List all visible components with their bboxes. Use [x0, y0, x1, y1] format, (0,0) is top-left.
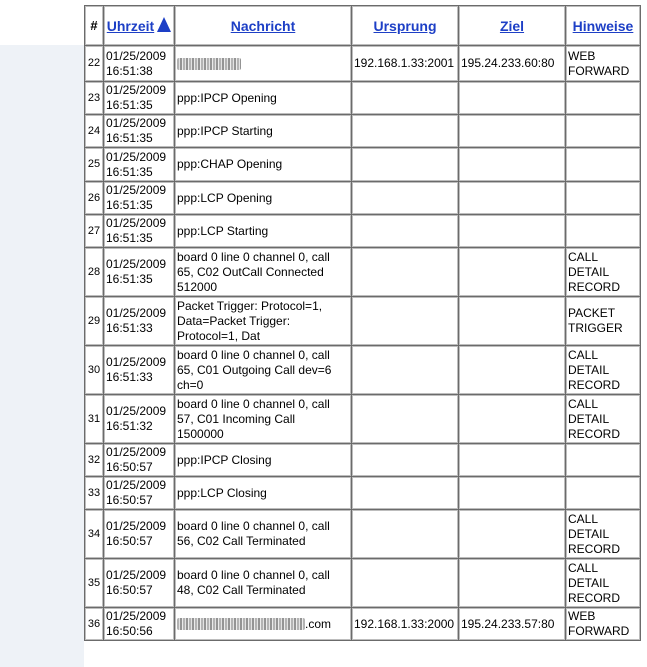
row-number: 25	[85, 148, 103, 181]
row-message: ppp:LCP Starting	[175, 215, 351, 247]
row-target	[459, 148, 565, 181]
row-date: 01/25/2009	[106, 257, 167, 271]
row-date: 01/25/2009	[106, 116, 167, 130]
table-row	[85, 608, 640, 640]
row-target: 195.24.233.60:80	[459, 46, 565, 81]
row-date: 01/25/2009	[106, 306, 167, 320]
left-panel-mask	[0, 0, 84, 45]
row-message: board 0 line 0 channel 0, call 65, C01 Outgoing Call dev=6 ch=0	[175, 346, 351, 394]
row-message: board 0 line 0 channel 0, call 57, C01 Incoming Call 1500000	[175, 395, 351, 443]
row-timestamp	[104, 608, 174, 640]
row-hint	[566, 182, 640, 214]
row-source: 192.168.1.33:2000	[352, 608, 458, 640]
row-target	[459, 510, 565, 558]
table-header-row	[85, 6, 640, 45]
row-target	[459, 559, 565, 607]
row-date: 01/25/2009	[106, 404, 167, 418]
row-target	[459, 444, 565, 476]
column-header-time[interactable]	[104, 6, 174, 45]
row-hint: CALL DETAIL RECORD	[566, 510, 640, 558]
row-target	[459, 182, 565, 214]
row-message: board 0 line 0 channel 0, call 48, C02 Call Terminated	[175, 559, 351, 607]
table-row	[85, 346, 640, 394]
row-timestamp	[104, 115, 174, 147]
event-log-table	[84, 5, 641, 641]
row-source	[352, 510, 458, 558]
row-timestamp	[104, 215, 174, 247]
row-timestamp	[104, 559, 174, 607]
row-message: board 0 line 0 channel 0, call 65, C02 OutCall Connected 512000	[175, 248, 351, 296]
row-message: ppp:LCP Closing	[175, 477, 351, 509]
row-source	[352, 215, 458, 247]
row-time: 16:51:33	[106, 370, 153, 384]
row-message	[175, 608, 351, 640]
row-message: Packet Trigger: Protocol=1, Data=Packet Trigger: Protocol=1, Dat	[175, 297, 351, 345]
row-time: 16:51:35	[106, 198, 153, 212]
row-date: 01/25/2009	[106, 83, 167, 97]
row-time: 16:50:57	[106, 583, 153, 597]
row-hint: CALL DETAIL RECORD	[566, 395, 640, 443]
row-time: 16:50:57	[106, 493, 153, 507]
row-hint	[566, 477, 640, 509]
row-time: 16:51:35	[106, 131, 153, 145]
row-number: 33	[85, 477, 103, 509]
row-date: 01/25/2009	[106, 355, 167, 369]
row-timestamp	[104, 148, 174, 181]
row-target	[459, 248, 565, 296]
sort-ascending-icon[interactable]	[157, 17, 171, 32]
left-panel	[0, 27, 84, 667]
row-message	[175, 46, 351, 81]
row-number: 29	[85, 297, 103, 345]
row-timestamp	[104, 46, 174, 81]
row-source	[352, 182, 458, 214]
row-time: 16:51:35	[106, 98, 153, 112]
row-message: ppp:IPCP Starting	[175, 115, 351, 147]
row-number: 31	[85, 395, 103, 443]
row-date: 01/25/2009	[106, 183, 167, 197]
redacted-hostname	[177, 618, 305, 630]
row-hint: PACKET TRIGGER	[566, 297, 640, 345]
row-number: 36	[85, 608, 103, 640]
table-row	[85, 477, 640, 509]
row-time: 16:50:56	[106, 624, 153, 638]
column-header-source[interactable]	[352, 6, 458, 45]
table-row	[85, 248, 640, 296]
row-hint	[566, 215, 640, 247]
row-number: 30	[85, 346, 103, 394]
row-hint: WEB FORWARD	[566, 608, 640, 640]
sort-by-time-link[interactable]: Uhrzeit	[106, 18, 155, 34]
row-target	[459, 115, 565, 147]
row-date: 01/25/2009	[106, 48, 167, 63]
row-time: 16:50:57	[106, 534, 153, 548]
row-hint	[566, 115, 640, 147]
row-source	[352, 559, 458, 607]
row-timestamp	[104, 477, 174, 509]
table-row	[85, 215, 640, 247]
sort-by-message-link[interactable]: Nachricht	[230, 17, 296, 34]
table-row	[85, 182, 640, 214]
row-number: 28	[85, 248, 103, 296]
table-row	[85, 297, 640, 345]
column-header-message[interactable]	[175, 6, 351, 45]
row-number: 26	[85, 182, 103, 214]
row-date: 01/25/2009	[106, 216, 167, 230]
row-time: 16:50:57	[106, 460, 153, 474]
row-source: 192.168.1.33:2001	[352, 46, 458, 81]
row-date: 01/25/2009	[106, 149, 167, 164]
row-message-suffix: .com	[305, 616, 332, 631]
row-date: 01/25/2009	[106, 568, 167, 582]
row-hint: WEB FORWARD	[566, 46, 640, 81]
row-time: 16:51:35	[106, 164, 153, 179]
column-header-number: #	[85, 6, 103, 45]
row-timestamp	[104, 346, 174, 394]
table-row	[85, 510, 640, 558]
row-source	[352, 248, 458, 296]
table-row	[85, 395, 640, 443]
row-date: 01/25/2009	[106, 519, 167, 533]
row-hint: CALL DETAIL RECORD	[566, 559, 640, 607]
row-date: 01/25/2009	[106, 609, 167, 623]
column-header-target[interactable]	[459, 6, 565, 45]
row-time: 16:51:38	[106, 63, 153, 78]
row-hint	[566, 82, 640, 114]
row-source	[352, 297, 458, 345]
row-target	[459, 215, 565, 247]
row-timestamp	[104, 82, 174, 114]
row-message: ppp:LCP Opening	[175, 182, 351, 214]
row-number: 22	[85, 46, 103, 81]
sort-by-target-link[interactable]: Ziel	[499, 17, 525, 34]
row-hint	[566, 444, 640, 476]
row-message: ppp:IPCP Opening	[175, 82, 351, 114]
row-number: 32	[85, 444, 103, 476]
row-message: ppp:CHAP Opening	[175, 148, 351, 181]
row-source	[352, 346, 458, 394]
row-message: ppp:IPCP Closing	[175, 444, 351, 476]
table-row	[85, 115, 640, 147]
row-timestamp	[104, 182, 174, 214]
row-date: 01/25/2009	[106, 445, 167, 459]
table-row	[85, 148, 640, 181]
row-timestamp	[104, 297, 174, 345]
row-number: 23	[85, 82, 103, 114]
row-timestamp	[104, 395, 174, 443]
row-time: 16:51:33	[106, 321, 153, 335]
row-time: 16:51:32	[106, 419, 153, 433]
row-number: 34	[85, 510, 103, 558]
row-hint: CALL DETAIL RECORD	[566, 346, 640, 394]
row-source	[352, 82, 458, 114]
row-message: board 0 line 0 channel 0, call 56, C02 Call Terminated	[175, 510, 351, 558]
redacted-hostname	[177, 58, 241, 70]
row-timestamp	[104, 510, 174, 558]
row-date: 01/25/2009	[106, 478, 167, 492]
row-target: 195.24.233.57:80	[459, 608, 565, 640]
row-target	[459, 82, 565, 114]
table-row	[85, 46, 640, 81]
sort-by-source-link[interactable]: Ursprung	[373, 17, 437, 34]
table-row	[85, 559, 640, 607]
row-timestamp	[104, 248, 174, 296]
sort-by-hints-link[interactable]: Hinweise	[572, 17, 634, 34]
row-target	[459, 395, 565, 443]
row-number: 24	[85, 115, 103, 147]
row-source	[352, 395, 458, 443]
row-timestamp	[104, 444, 174, 476]
row-hint: CALL DETAIL RECORD	[566, 248, 640, 296]
row-time: 16:51:35	[106, 272, 153, 286]
table-row	[85, 82, 640, 114]
row-target	[459, 477, 565, 509]
row-target	[459, 346, 565, 394]
row-number: 27	[85, 215, 103, 247]
row-number: 35	[85, 559, 103, 607]
column-header-hints[interactable]	[566, 6, 640, 45]
row-time: 16:51:35	[106, 231, 153, 245]
row-source	[352, 477, 458, 509]
row-hint	[566, 148, 640, 181]
row-source	[352, 115, 458, 147]
table-row	[85, 444, 640, 476]
row-target	[459, 297, 565, 345]
row-source	[352, 444, 458, 476]
row-source	[352, 148, 458, 181]
